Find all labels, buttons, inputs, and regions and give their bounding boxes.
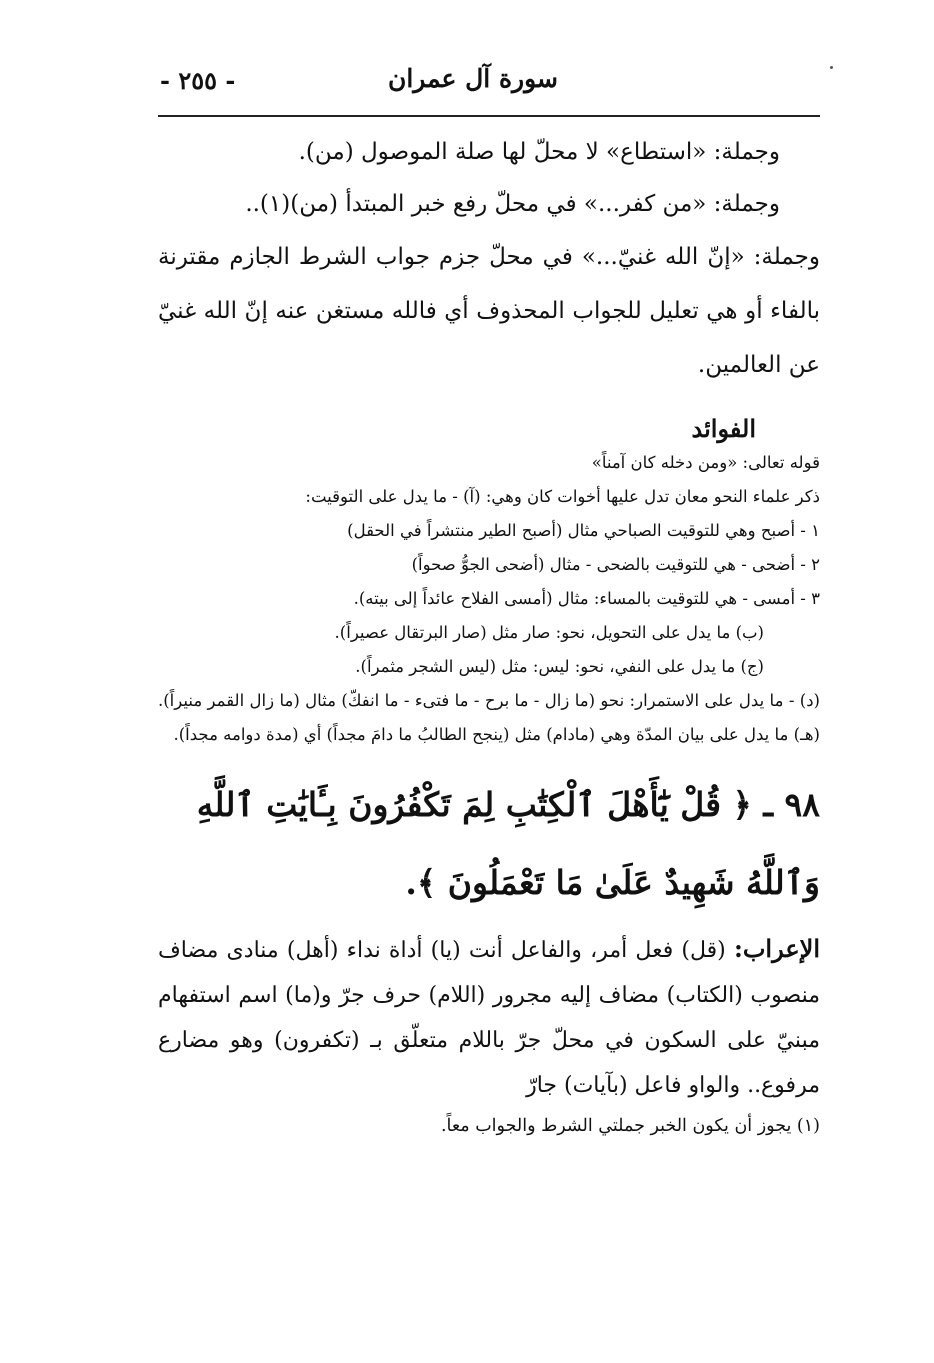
verse-number: ٩٨: [784, 785, 820, 824]
i3rab-label: الإعراب:: [733, 934, 820, 963]
benefits-paragraph: (د) - ما يدل على الاستمرار: نحو (ما زال - ما برح - ما فتىء - ما انفكّ) مثال (ما زال القمر منيراً). (هـ) ما يدل على بيان المدّة وهي (مادام) مثل (ينجح الطالبُ ما دامَ مجداً) أي (مدة دوامه مجداً).: [158, 691, 820, 744]
i3rab-paragraph: [158, 926, 820, 1108]
page-number: - ٢٥٥ -: [160, 66, 236, 95]
benefits-heading: الفوائد: [691, 414, 756, 443]
quran-verse: [158, 766, 820, 922]
i3rab-text: (قل) فعل أمر، والفاعل أنت (يا) أداة نداء (أهل) منادى مضاف منصوب (الكتاب) مضاف إليه مجرور (اللام) حرف جرّ و(ما) اسم استفهام مبنيّ على السكون في محلّ جرّ باللام متعلّق بـ (تكفرون) وهو مضارع مرفوع.. والواو فاعل (بآيات) جارّ: [158, 938, 820, 1098]
benefits-line: ٢ - أضحى - هي للتوقيت بالضحى - مثال (أضحى الجوُّ صحواً): [411, 555, 820, 574]
sentence-paragraph-3: وجملة: «إنّ الله غنيّ...» في محلّ جزم جواب الشرط الجازم مقترنة بالفاء أو هي تعليل للجواب المحذوف أي فالله مستغن عنه إنّ الله غنيّ عن العالمين.: [158, 244, 820, 378]
benefits-line: ٣ - أمسى - هي للتوقيت بالمساء: مثال (أمسى الفلاح عائداً إلى بيته).: [353, 589, 820, 608]
verse-dash: ـ: [751, 785, 774, 824]
page-body: [158, 124, 820, 1144]
benefits-line: (ب) ما يدل على التحويل، نحو: صار مثل (صار البرتقال عصيراً).: [334, 623, 764, 642]
benefits-line: ذكر علماء النحو معان تدل عليها أخوات كان وهي: (آ) - ما يدل على التوقيت:: [305, 487, 820, 506]
page-header: [158, 58, 820, 116]
sentence-line-1: وجملة: «استطاع» لا محلّ لها صلة الموصول (من).: [298, 139, 780, 165]
header-rule: [158, 115, 820, 117]
footnote: (١) يجوز أن يكون الخبر جملتي الشرط والجواب معاً.: [440, 1116, 820, 1136]
scan-speck: [830, 66, 833, 69]
sentence-line-2: وجملة: «من كفر...» في محلّ رفع خبر المبتدأ (من)(١)..: [245, 191, 780, 217]
surah-title: سورة آل عمران: [387, 64, 558, 93]
benefits-line: قوله تعالى: «ومن دخله كان آمناً»: [591, 453, 820, 472]
benefits-line: (ج) ما يدل على النفي، نحو: ليس: مثل (ليس الشجر مثمراً).: [355, 657, 764, 676]
benefits-line: ١ - أصبح وهي للتوقيت الصباحي مثال (أصبح الطير منتشراً في الحقل): [347, 521, 820, 540]
verse-text: ﴿ قُلْ يَٰٓأَهْلَ ٱلْكِتَٰبِ لِمَ تَكْفُرُونَ بِـَٔايَٰتِ ٱللَّهِ وَٱللَّهُ شَهِيدٌ عَلَىٰ مَا تَعْمَلُونَ ﴾.: [196, 785, 820, 902]
